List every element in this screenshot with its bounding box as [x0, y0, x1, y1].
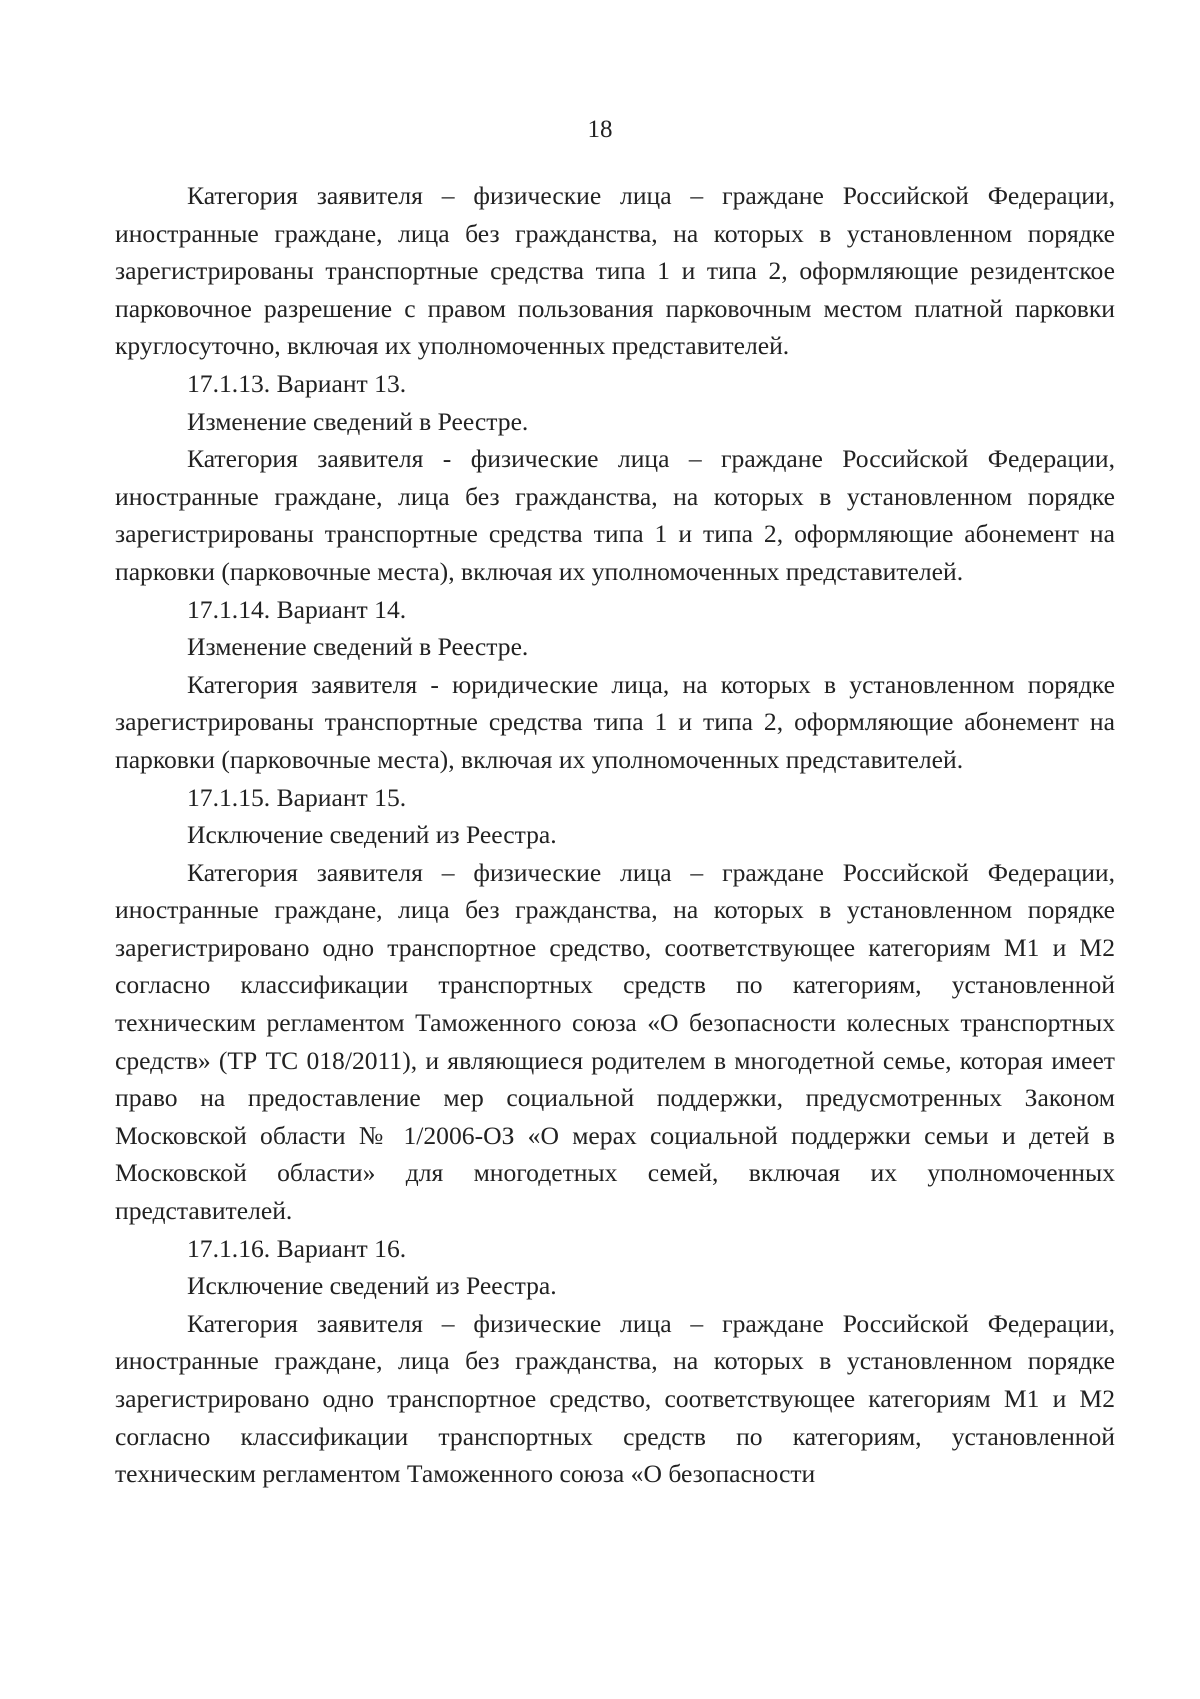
paragraph-variant-15-category: Категория заявителя – физические лица – граждане Российской Федерации, иностранные граждане, лица без гражданства, на которых в установленном порядке зарегистрировано одно транспортное средство, соответствующее категориям M1 и M2 согласно классификации транспортных средств по категориям, установленной техническим регламентом Таможенного союза «О безопасности колесных транспортных средств» (ТР ТС 018/2011), и являющиеся родителем в многодетной семье, которая имеет право на предоставление мер социальной поддержки, предусмотренных Законом Московской области № 1/2006-ОЗ «О мерах социальной поддержки семьи и детей в Московской области» для многодетных семей, включая их уполномоченных представителей.: [115, 857, 1115, 1226]
paragraph-variant-15-heading: 17.1.15. Вариант 15.: [187, 782, 407, 812]
paragraph-variant-15-title: Исключение сведений из Реестра.: [187, 820, 557, 850]
page-number: 18: [587, 116, 613, 143]
paragraph-variant-13-title: Изменение сведений в Реестре.: [187, 406, 529, 436]
paragraph-variant-13-heading: 17.1.13. Вариант 13.: [187, 368, 407, 398]
paragraph-category-resident-permit: Категория заявителя – физические лица – граждане Российской Федерации, иностранные граждане, лица без гражданства, на которых в установленном порядке зарегистрированы транспортные средства типа 1 и типа 2, оформляющие резидентское парковочное разрешение с правом пользования парковочным местом платной парковки круглосуточно, включая их уполномоченных представителей.: [115, 181, 1115, 361]
paragraph-variant-16-title: Исключение сведений из Реестра.: [187, 1271, 557, 1301]
paragraph-variant-16-heading: 17.1.16. Вариант 16.: [187, 1233, 407, 1263]
paragraph-variant-13-category: Категория заявителя - физические лица – граждане Российской Федерации, иностранные граждане, лица без гражданства, на которых в установленном порядке зарегистрированы транспортные средства типа 1 и типа 2, оформляющие абонемент на парковки (парковочные места), включая их уполномоченных представителей.: [115, 444, 1115, 586]
paragraph-variant-14-heading: 17.1.14. Вариант 14.: [187, 594, 407, 624]
paragraph-variant-14-category: Категория заявителя - юридические лица, на которых в установленном порядке зарегистрированы транспортные средства типа 1 и типа 2, оформляющие абонемент на парковки (парковочные места), включая их уполномоченных представителей.: [115, 669, 1115, 774]
document-body: [115, 177, 1115, 1493]
paragraph-variant-16-category: Категория заявителя – физические лица – граждане Российской Федерации, иностранные граждане, лица без гражданства, на которых в установленном порядке зарегистрировано одно транспортное средство, соответствующее категориям M1 и M2 согласно классификации транспортных средств по категориям, установленной техническим регламентом Таможенного союза «О безопасности: [115, 1308, 1115, 1489]
paragraph-variant-14-title: Изменение сведений в Реестре.: [187, 632, 529, 662]
